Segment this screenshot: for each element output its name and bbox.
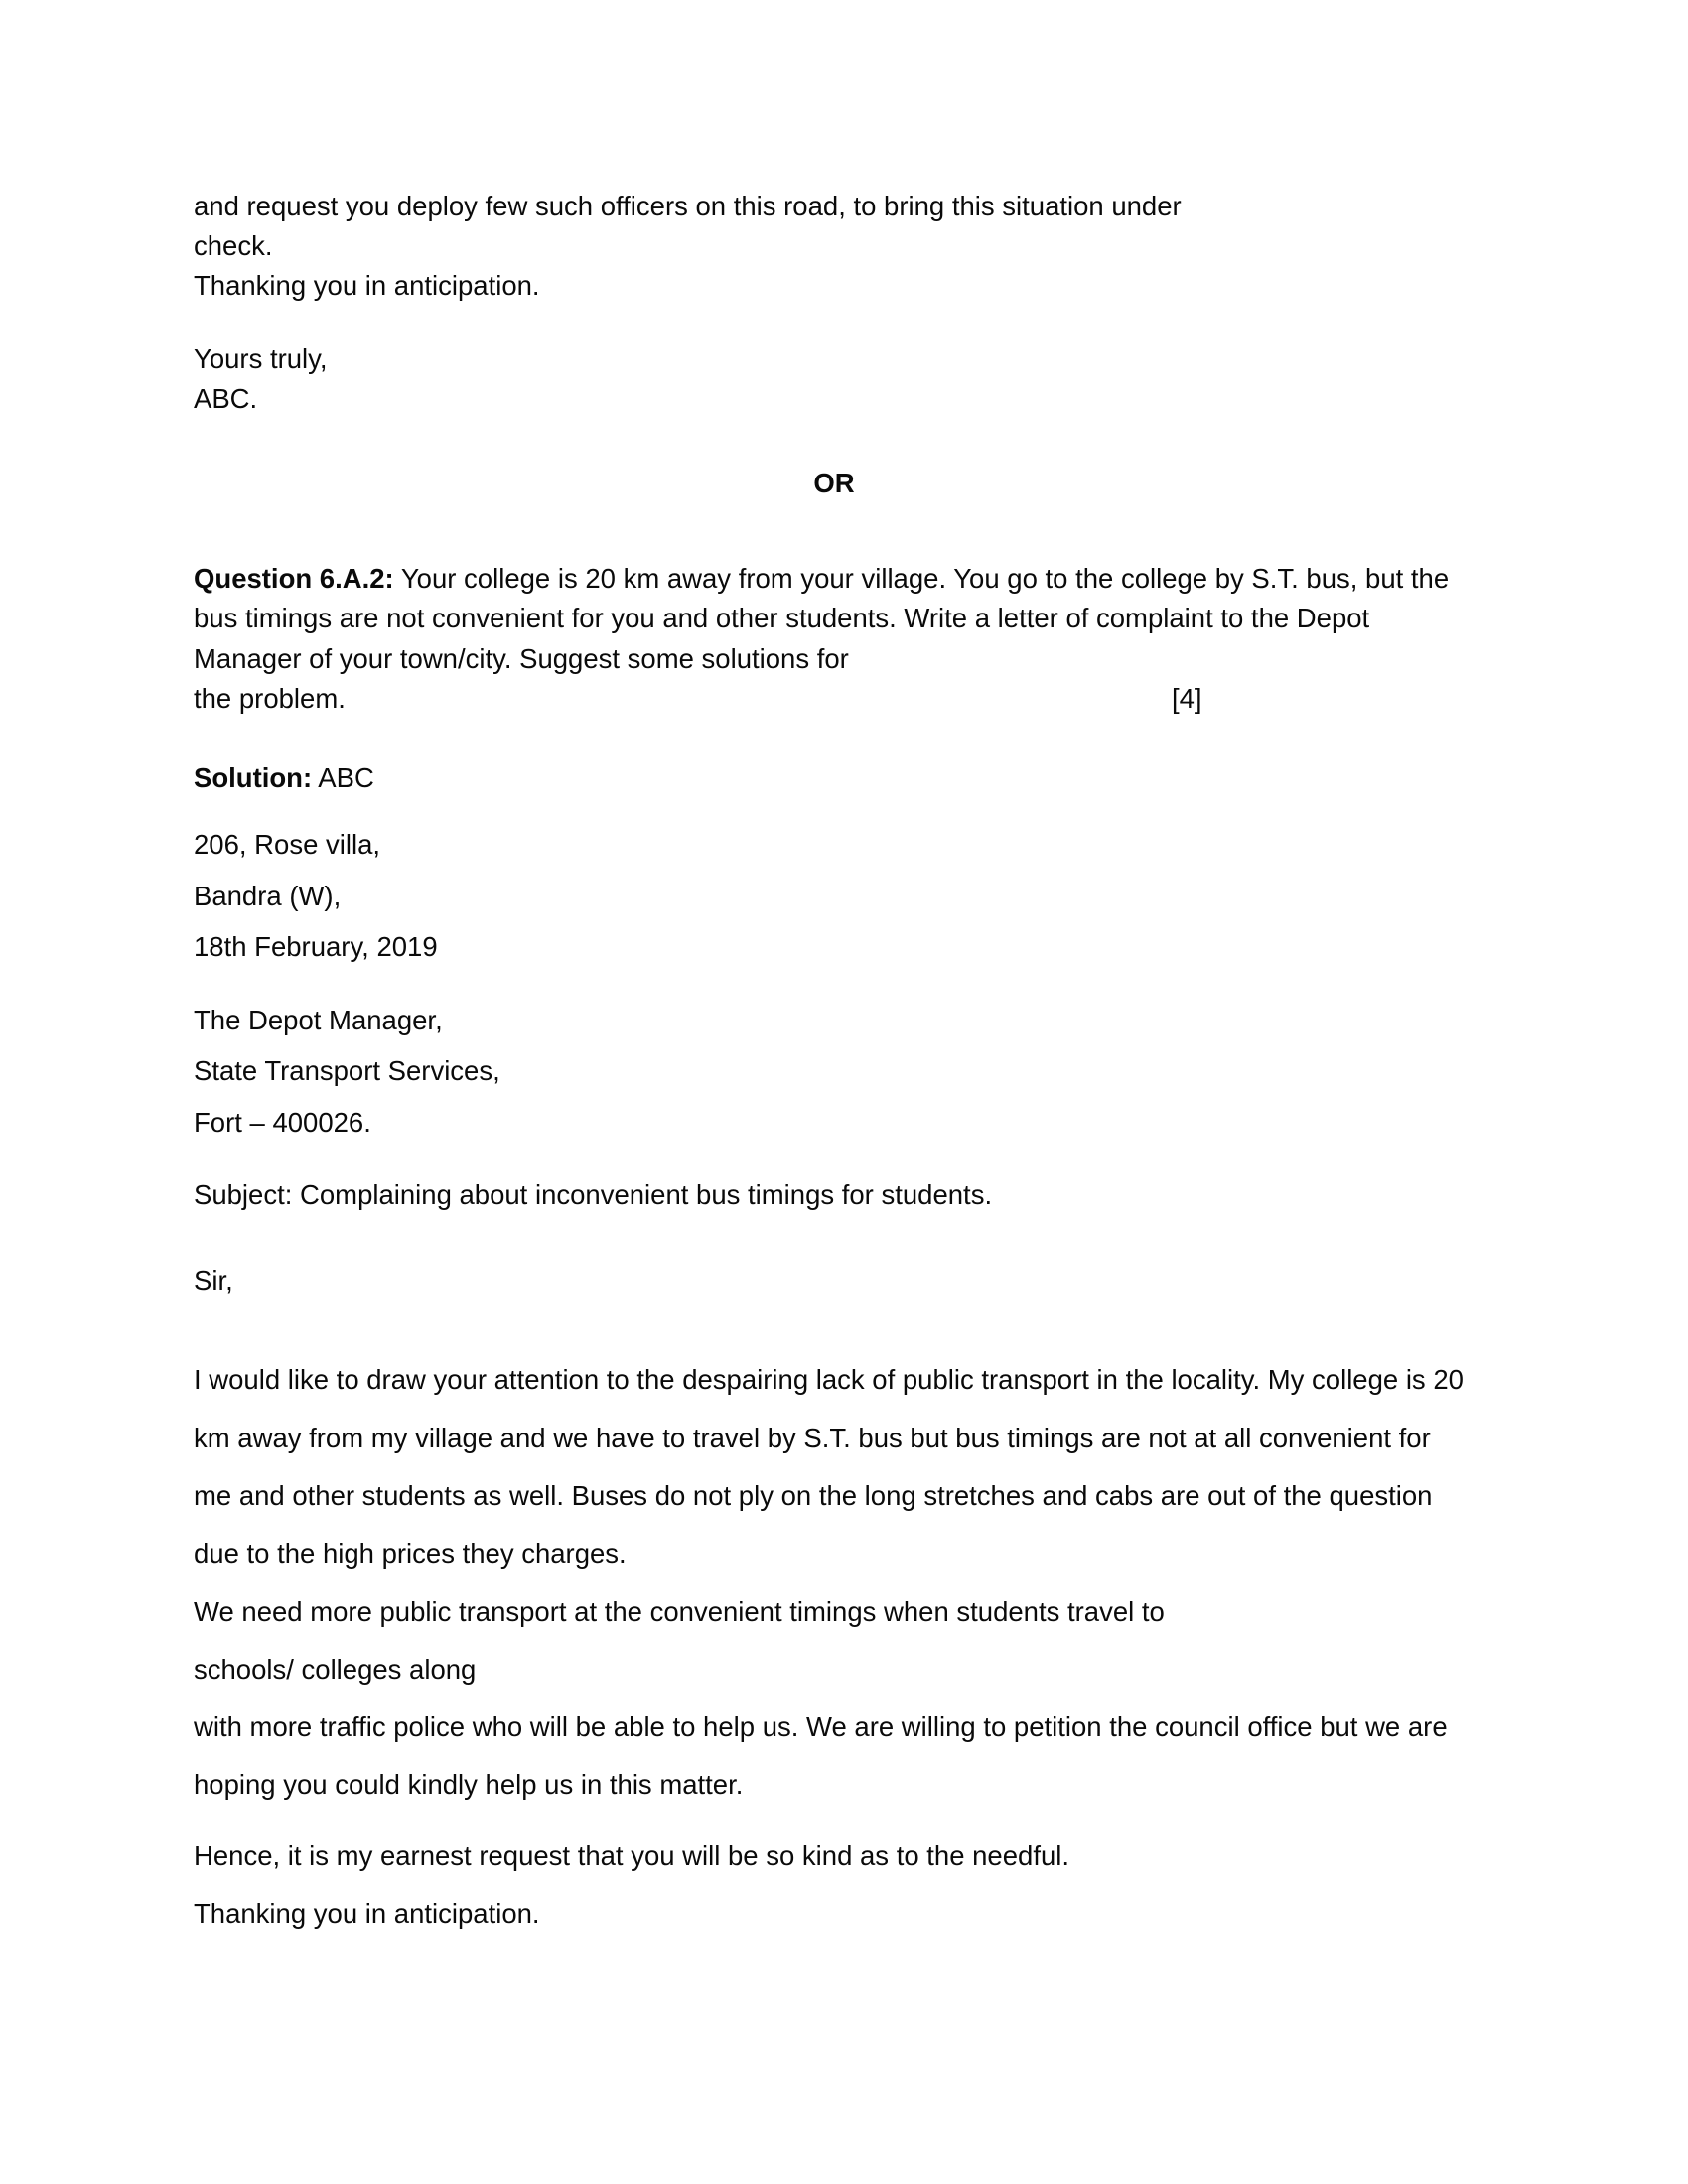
recipient-address-line: The Depot Manager,	[194, 1004, 443, 1035]
recipient-address-line: Fort – 400026.	[194, 1106, 371, 1138]
letter-body-paragraph-1: I would like to draw your attention to the despairing lack of public transport in the locality. My college is 20 km away from my village and we have to travel by S.T. bus but bus timings are not at all convenient for me and other students as well. Buses do not ply on the long stretches and cabs are out of the question due to the high prices they charges.	[194, 1364, 1464, 1570]
letter-body-paragraph-2-line-1: We need more public transport at the convenient timings when students travel to	[194, 1595, 1165, 1627]
recipient-address-block	[194, 1004, 1475, 1138]
letter-closing-line-2: Thanking you in anticipation.	[194, 1898, 540, 1930]
continued-line-1: and request you deploy few such officers on this road, to bring this situation under	[194, 191, 1182, 221]
question-label: Question 6.A.2:	[194, 563, 394, 595]
or-divider-label: OR	[813, 468, 855, 499]
spacer	[194, 1815, 1475, 1837]
spacer	[194, 418, 1475, 464]
letter-closing-line-1: Hence, it is my earnest request that you will be so kind as to the needful.	[194, 1840, 1070, 1871]
sender-address-line: 206, Rose villa,	[194, 829, 381, 861]
signoff-block	[194, 340, 1475, 419]
solution-heading	[194, 761, 1475, 793]
spacer	[194, 1876, 1475, 1894]
sender-address-line: Bandra (W),	[194, 880, 342, 911]
question-paragraph	[194, 559, 1470, 678]
letter-subject: Subject: Complaining about inconvenient bus timings for students.	[194, 1179, 993, 1211]
document-content	[194, 187, 1475, 1935]
spacer	[194, 503, 1475, 559]
question-last-line: the problem.	[194, 682, 346, 714]
solution-label: Solution:	[194, 761, 313, 793]
continued-answer-block	[194, 187, 1475, 306]
sender-address-block	[194, 831, 1475, 961]
spacer	[194, 815, 1475, 831]
signoff-line-2: ABC.	[194, 382, 258, 414]
spacer	[194, 719, 1475, 764]
spacer	[194, 961, 1475, 1007]
continued-line-2: check.	[194, 229, 273, 261]
letter-closing-block	[194, 1837, 1475, 1935]
sender-address-line: 18th February, 2019	[194, 931, 438, 963]
spacer	[194, 1136, 1475, 1181]
recipient-address-line: State Transport Services,	[194, 1055, 500, 1087]
spacer	[194, 1233, 1475, 1267]
question-marks-badge: [4]	[1172, 682, 1202, 714]
question-text: Your college is 20 km away from your village. You go to the college by S.T. bus, but the bus timings are not convenient for you and other students. Write a letter of complaint to the Depot Manager of your town/city. Suggest some solutions for	[194, 563, 1450, 674]
letter-body-paragraph-3: with more traffic police who will be able to help us. We are willing to petition the council office but we are hoping you could kindly help us in this matter.	[194, 1711, 1448, 1801]
letter-body-paragraph-2-line-2: schools/ colleges along	[194, 1653, 477, 1685]
question-last-line-row	[194, 679, 1475, 719]
continued-line-3: Thanking you in anticipation.	[194, 269, 540, 301]
solution-name: ABC	[312, 761, 374, 793]
signoff-line-1: Yours truly,	[194, 342, 328, 374]
letter-salutation: Sir,	[194, 1264, 233, 1296]
spacer	[194, 1317, 1475, 1351]
spacer	[194, 306, 1475, 340]
